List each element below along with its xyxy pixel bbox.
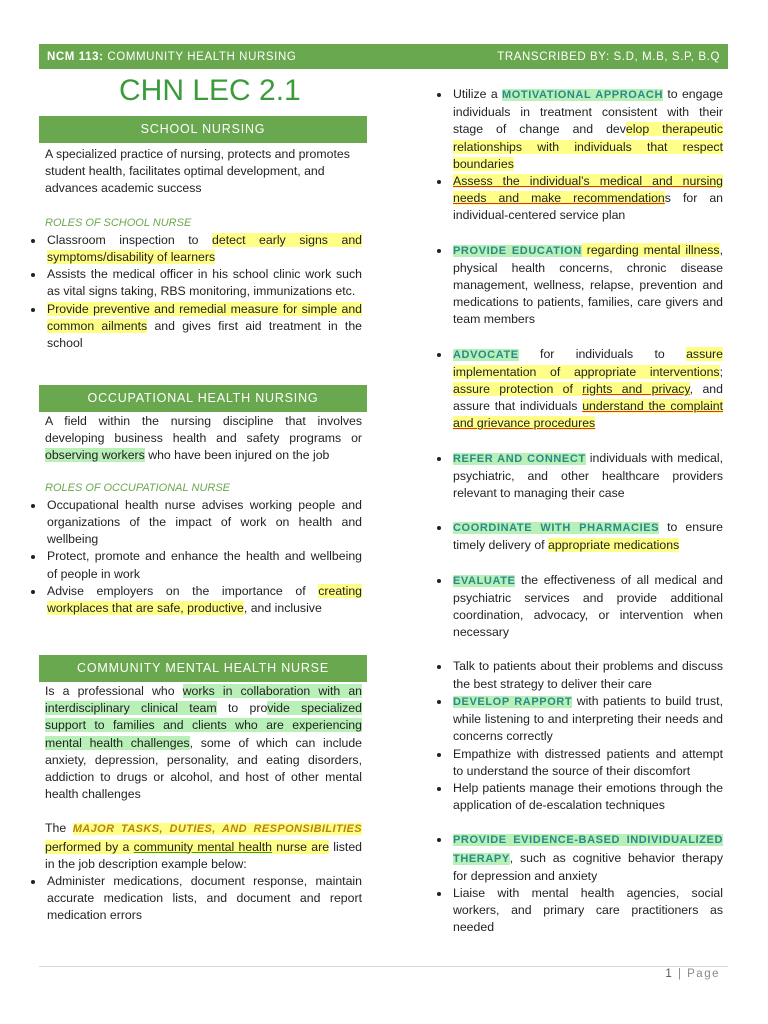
list-item: • Occupational health nurse advises working people and organizations of the impact of work on health and wellbeing <box>45 497 362 549</box>
list-item: • Help patients manage their emotions through the application of de-escalation techniques <box>451 780 723 814</box>
mental-tasks-intro: The MAJOR TASKS, DUTIES, AND RESPONSIBILITIES performed by a community mental health nurse are listed in the job description example below: <box>45 821 363 871</box>
occupational-roles-heading: ROLES OF OCCUPATIONAL NURSE <box>45 481 231 494</box>
section-heading-occupational: OCCUPATIONAL HEALTH NURSING <box>39 385 367 412</box>
list-item: • EVALUATE the effectiveness of all medical and psychiatric services and provide additional coordination, advocacy, or intervention when necessary <box>451 572 723 642</box>
school-definition: A specialized practice of nursing, protects and promotes student health, facilitates optimal development, and advances academic success <box>45 147 350 196</box>
list-item: • Empathize with distressed patients and attempt to understand the source of their discomfort <box>451 746 723 780</box>
list-item: • REFER AND CONNECT individuals with medical, psychiatric, and other healthcare providers relevant to managing their case <box>451 450 723 503</box>
right-column <box>427 86 723 937</box>
occupational-definition: A field within the nursing discipline that involves developing business health and safety programs or observing workers who have been injured on the job <box>45 414 362 463</box>
list-item: • Administer medications, document response, maintain accurate medication lists, and document and report medication errors <box>45 873 362 925</box>
mental-section <box>45 683 362 925</box>
list-item: • Advise employers on the importance of creating workplaces that are safe, productive, and inclusive <box>45 583 362 617</box>
header-bar <box>39 44 728 69</box>
course-label: NCM 113: COMMUNITY HEALTH NURSING <box>47 50 297 63</box>
list-item: • ADVOCATE for individuals to assure implementation of appropriate interventions; assure protection of rights and privacy, and assure that individuals understand the complaint and grievance procedures <box>451 346 723 433</box>
section-heading-school: SCHOOL NURSING <box>39 116 367 143</box>
school-roles-heading: ROLES OF SCHOOL NURSE <box>45 216 192 229</box>
page-title: CHN LEC 2.1 <box>119 74 301 107</box>
school-section <box>45 146 362 352</box>
list-item: • Classroom inspection to detect early signs and symptoms/disability of learners <box>45 232 362 266</box>
transcribed-by: TRANSCRIBED BY: S.D, M.B, S.P, B.Q <box>497 50 720 63</box>
page-word: Page <box>687 968 720 980</box>
list-item: • Provide preventive and remedial measure for simple and common ailments and gives first aid treatment in the school <box>45 301 362 353</box>
list-item: • Assists the medical officer in his school clinic work such as vital signs taking, RBS monitoring, immunizations etc. <box>45 266 362 300</box>
list-item: • Talk to patients about their problems and discuss the best strategy to deliver their care <box>451 658 723 692</box>
mental-definition: Is a professional who works in collaboration with an interdisciplinary clinical team to provide specialized support to families and clients who are experiencing mental health challenges, some of which can include anxiety, depression, personality, and eating disorders, addiction to drugs or alcohol, and host of other mental health challenges <box>45 684 363 802</box>
list-item: • Liaise with mental health agencies, social workers, and primary care practitioners as needed <box>451 885 723 937</box>
footer-separator: | <box>677 968 683 980</box>
footer-divider <box>39 966 728 967</box>
list-item: • Assess the individual’s medical and nursing needs and make recommendations for an individual-centered service plan <box>451 173 723 225</box>
page-footer <box>665 968 720 980</box>
list-item: • PROVIDE EVIDENCE-BASED INDIVIDUALIZED THERAPY, such as cognitive behavior therapy for depression and anxiety <box>451 831 723 885</box>
list-item: • Protect, promote and enhance the health and wellbeing of people in work <box>45 548 362 582</box>
list-item: • PROVIDE EDUCATION regarding mental illness, physical health concerns, chronic disease management, wellness, relapse, prevention and medications to patients, families, care givers and team members <box>451 242 723 329</box>
list-item: • Utilize a MOTIVATIONAL APPROACH to engage individuals in treatment consistent with their stage of change and develop therapeutic relationships with individuals that respect boundaries <box>451 86 723 173</box>
page-number: 1 <box>665 968 674 980</box>
list-item: • DEVELOP RAPPORT with patients to build trust, while listening to and interpreting their needs and concerns correctly <box>451 693 723 746</box>
section-heading-mental: COMMUNITY MENTAL HEALTH NURSE <box>39 655 367 682</box>
occupational-section <box>45 413 362 617</box>
list-item: • COORDINATE WITH PHARMACIES to ensure timely delivery of appropriate medications <box>451 519 723 554</box>
